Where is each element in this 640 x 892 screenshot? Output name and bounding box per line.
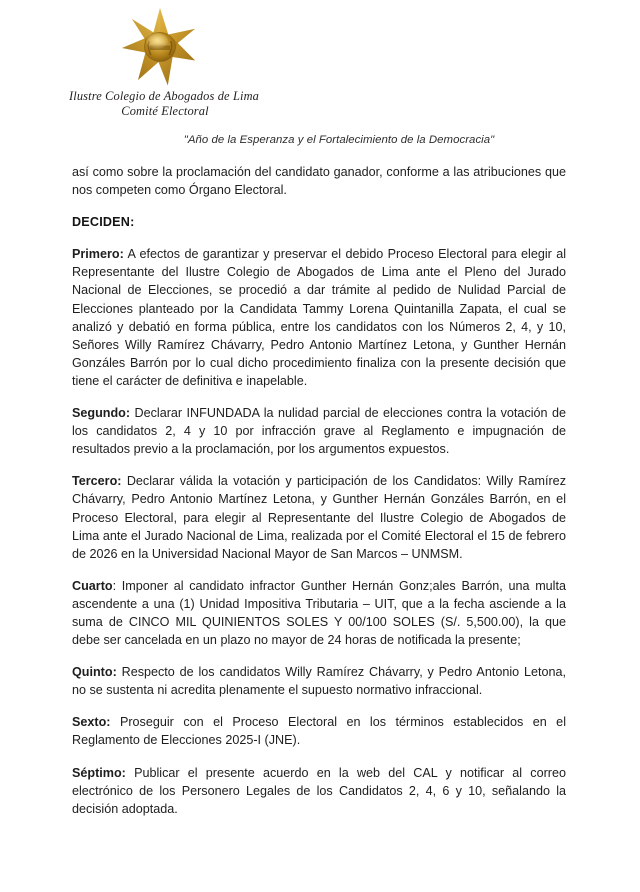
clause-quinto [72,663,566,699]
clause-quinto-lead: Quinto: [72,665,117,680]
org-line-secondary: Comité Electoral [121,103,209,118]
clause-segundo [72,404,566,458]
document-body [72,163,566,818]
star-emblem-icon [108,6,212,90]
clause-sexto-lead: Sexto: [72,715,111,730]
clause-septimo-text: Publicar el presente acuerdo en la web del CAL y notificar al correo electrónico de los Personero Legales de los Candidatos 2, 4, 6 y 10, señalando la decisión adoptada. [72,765,566,816]
clause-primero-text: A efectos de garantizar y preservar el debido Proceso Electoral para elegir al Representante del Ilustre Colegio de Abogados de Lima ante el Pleno del Jurado Nacional de Elecciones, se procedió a dar trámite al pedido de Nulidad Parcial de Elecciones planteado por la Candidata Tammy Lorena Quintanilla Zapata, el cual se analizó y debatió en forma pública, entre los candidatos con los Números 2, 4, y 10, Señores Willy Ramírez Chávarry, Pedro Antonio Martínez Letona, y Gunther Hernán Gonzáles Barrón por lo cual dicho procedimiento finaliza con la presente decisión que tiene el carácter de definitiva e inapelable. [72,247,566,388]
organization-name [70,89,260,118]
clause-septimo [72,764,566,818]
decide-heading: DECIDEN: [72,215,135,230]
clause-sexto-text: Proseguir con el Proceso Electoral en los términos establecidos en el Reglamento de Elecciones 2025-I (JNE). [72,715,566,748]
clause-cuarto-text: : Imponer al candidato infractor Gunther Hernán Gonz;ales Barrón, una multa ascendente a una (1) Unidad Impositiva Tributaria – UIT, que a la fecha asciende a la suma de CINCO MIL QUINIENTOS SOLES Y 00/100 SOLES (S/. 5,500.00), la que debe ser cancelada en un plazo no mayor de 24 horas de notificada la presente; [72,578,566,648]
clause-septimo-lead: Séptimo: [72,765,126,780]
clause-cuarto-lead: Cuarto [72,578,113,593]
clause-tercero-text: Declarar válida la votación y participación de los Candidatos: Willy Ramírez Chávarry, Pedro Antonio Martínez Letona, y Gunther Hernán Gonzáles Barrón, en el Proceso Electoral, para elegir al Representante del Ilustre Colegio de Abogados de Lima ante el Jurado Nacional de Lima, realizada por el Comité Electoral el 15 de febrero de 2026 en la Universidad Nacional Mayor de San Marcos – UNMSM. [72,474,566,561]
clause-segundo-lead: Segundo: [72,406,131,421]
year-slogan: "Año de la Esperanza y el Fortalecimiento de la Democracia" [183,134,495,146]
clause-segundo-text: Declarar INFUNDADA la nulidad parcial de elecciones contra la votación de los candidatos 2, 4 y 10 por infracción grave al Reglamento e impugnación de resultados previo a la proclamación, por los argumentos expuestos. [72,406,566,457]
org-line-primary: Ilustre Colegio de Abogados de Lima [68,89,260,103]
clause-quinto-text: Respecto de los candidatos Willy Ramírez Chávarry, y Pedro Antonio Letona, no se sustenta ni acredita plenamente el supuesto normativo infraccional. [72,665,566,698]
intro-paragraph: así como sobre la proclamación del candidato ganador, conforme a las atribuciones que nos competen como Órgano Electoral. [72,165,566,198]
clause-primero-lead: Primero: [72,247,124,262]
clause-tercero [72,472,566,562]
clause-cuarto [72,577,566,649]
clause-tercero-lead: Tercero: [72,474,122,489]
clause-primero [72,245,566,390]
clause-sexto [72,713,566,749]
